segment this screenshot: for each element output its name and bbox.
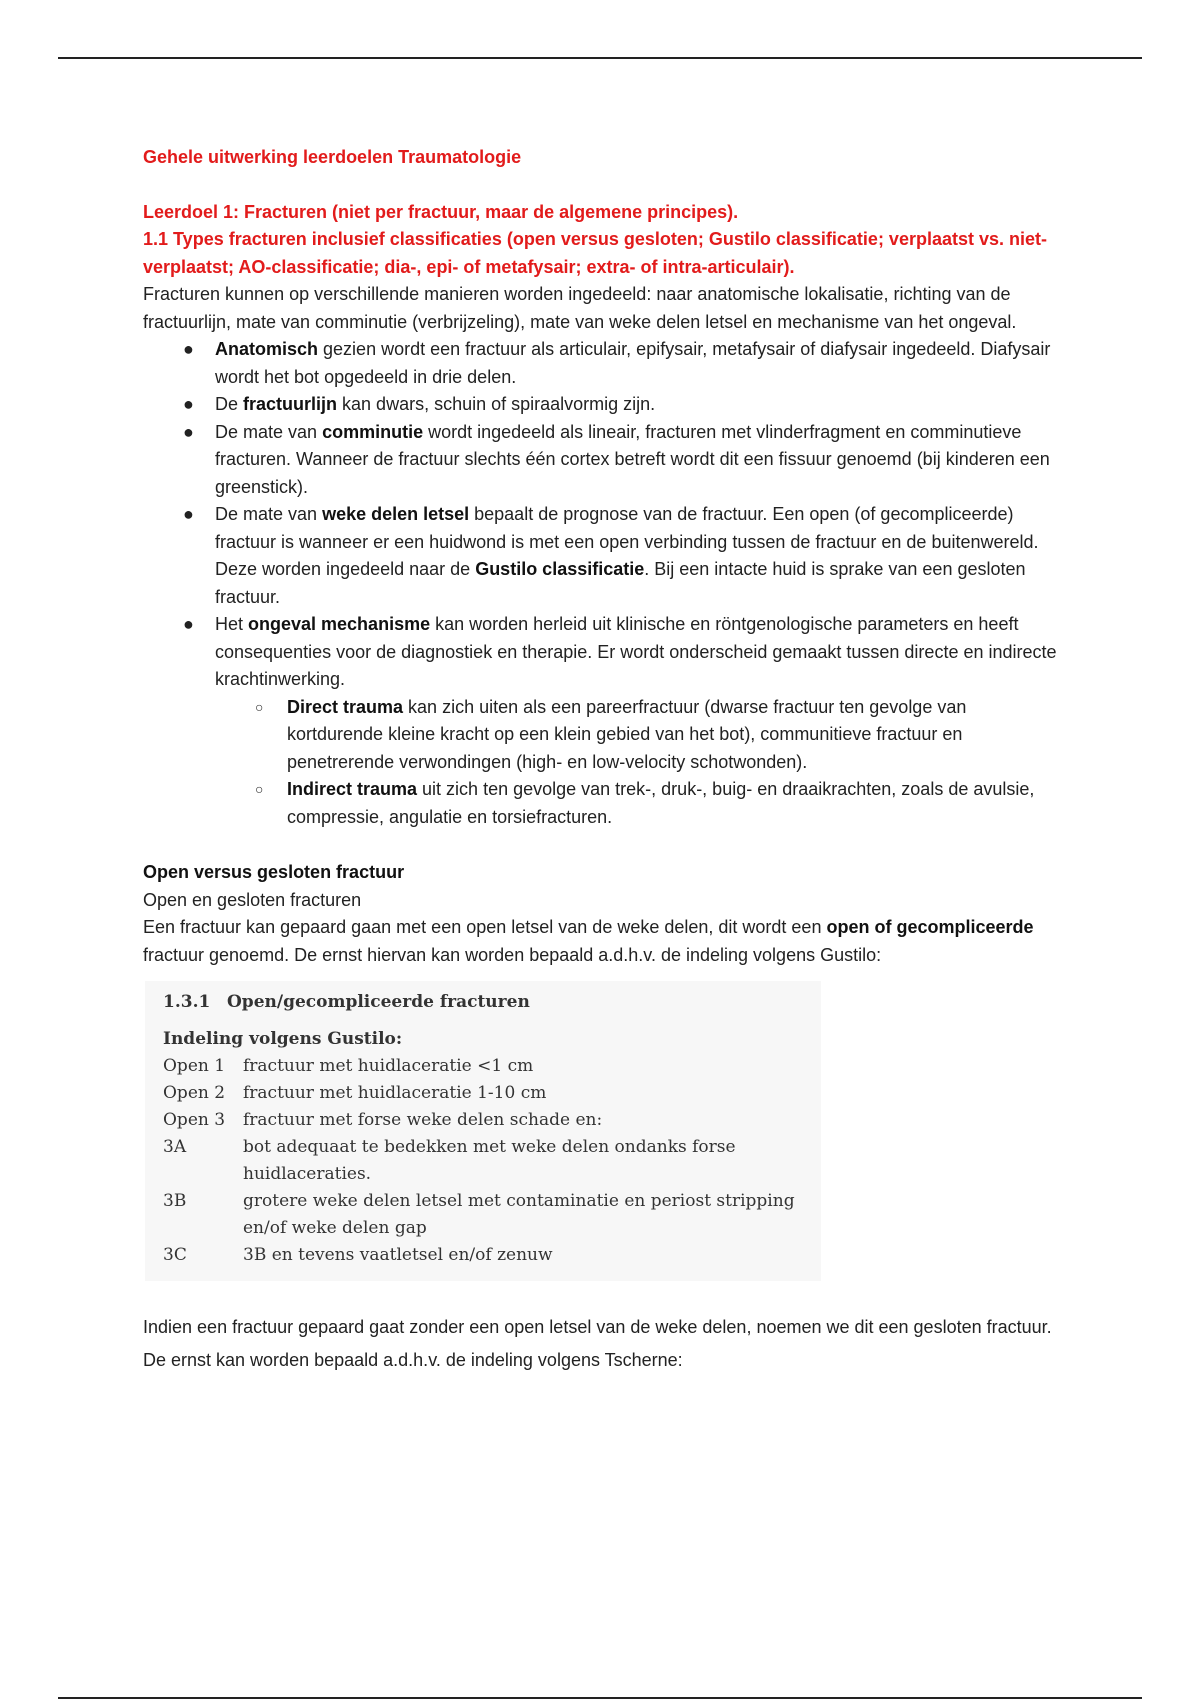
term-anatomisch: Anatomisch — [215, 339, 319, 359]
subsection-heading: 1.1 Types fracturen inclusief classificaties (open versus gesloten; Gustilo classificatie; verplaatst vs. niet-verplaatst; AO-classificatie; dia-, epi- of metafysair; extra- of intra-articulair). — [143, 229, 1047, 277]
gustilo-description: 3B en tevens vaatletsel en/of zenuw — [243, 1245, 553, 1265]
bullet-icon: ● — [183, 614, 194, 634]
circle-bullet-icon: ○ — [255, 781, 264, 797]
gustilo-title: Open/gecompliceerde fracturen — [227, 992, 530, 1012]
term-direct-trauma: Direct trauma — [287, 696, 404, 717]
document-title: Gehele uitwerking leerdoelen Traumatologie — [143, 147, 522, 167]
bullet-icon: ● — [183, 504, 194, 524]
list-item: ○ Indirect trauma uit zich ten gevolge van trek-, druk-, buig- en draaikrachten, zoals de avulsie, compressie, angulatie en torsiefracturen. — [215, 776, 1063, 831]
gustilo-subtitle: Indeling volgens Gustilo: — [163, 1029, 403, 1049]
open-gesloten-subheading: Open en gesloten fracturen — [143, 889, 362, 910]
gustilo-description: grotere weke delen letsel met contaminatie en periost stripping en/of weke delen gap — [243, 1191, 795, 1238]
gustilo-row — [163, 1107, 803, 1134]
gustilo-classification-image — [145, 981, 821, 1281]
intro-paragraph: Fracturen kunnen op verschillende manieren worden ingedeeld: naar anatomische lokalisatie, richting van de fractuurlijn, mate van comminutie (verbrijzeling), mate van weke delen letsel en mechanisme van het ongeval. — [143, 284, 1017, 332]
gustilo-grade: 3A — [163, 1137, 187, 1157]
trauma-sublist — [215, 694, 1063, 832]
list-item: ● De fractuurlijn kan dwars, schuin of spiraalvormig zijn. — [143, 391, 1063, 419]
gustilo-heading — [163, 989, 803, 1016]
term-indirect-trauma: Indirect trauma — [287, 779, 418, 799]
bullet-icon: ● — [183, 394, 194, 414]
leerdoel-heading: Leerdoel 1: Fracturen (niet per fractuur, maar de algemene principes). — [143, 201, 739, 222]
bottom-rule — [58, 1697, 1142, 1699]
term-comminutie: comminutie — [322, 421, 424, 442]
bullet-icon: ● — [183, 339, 194, 359]
term-gustilo-classificatie: Gustilo classificatie — [475, 559, 645, 579]
top-rule — [58, 57, 1142, 59]
gustilo-row — [163, 1242, 803, 1269]
circle-bullet-icon: ○ — [255, 698, 264, 715]
gesloten-fractuur-paragraph: Indien een fractuur gepaard gaat zonder een open letsel van de weke delen, noemen we dit een gesloten fractuur. De ernst kan worden bepaald a.d.h.v. de indeling volgens Tscherne: — [143, 1317, 1052, 1370]
list-item: ● De mate van weke delen letsel bepaalt de prognose van de fractuur. Een open (of gecompliceerde) fractuur is wanneer er een huidwond is met een open verbinding tussen de fractuur en de buitenwereld. Deze worden ingedeeld naar de Gustilo classificatie. Bij een intacte huid is sprake van een gesloten fractuur. — [143, 501, 1063, 611]
gustilo-row — [163, 1134, 803, 1188]
open-fractuur-paragraph: Een fractuur kan gepaard gaan met een open letsel van de weke delen, dit wordt een open of gecompliceerde fractuur genoemd. De ernst hiervan kan worden bepaald a.d.h.v. de indeling volgens Gustilo: — [143, 917, 1034, 965]
page-content — [143, 144, 1063, 1377]
list-item: ● De mate van comminutie wordt ingedeeld als lineair, fracturen met vlinderfragment en comminutieve fracturen. Wanneer de fractuur slechts één cortex betreft wordt dit een fissuur genoemd (bij kinderen een greenstick). — [143, 419, 1063, 502]
gustilo-row — [163, 1188, 803, 1242]
open-gesloten-heading: Open versus gesloten fractuur — [143, 862, 405, 882]
gustilo-section-number: 1.3.1 — [163, 992, 211, 1012]
gustilo-grade: Open 3 — [163, 1110, 226, 1130]
gustilo-description: bot adequaat te bedekken met weke delen ondanks forse huidlaceraties. — [243, 1137, 736, 1184]
gustilo-grade: Open 2 — [163, 1083, 226, 1103]
list-item: ● Anatomisch gezien wordt een fractuur als articulair, epifysair, metafysair of diafysair ingedeeld. Diafysair wordt het bot opgedeeld in drie delen. — [143, 336, 1063, 391]
classification-list — [143, 336, 1063, 831]
list-item: ○ Direct trauma kan zich uiten als een pareerfractuur (dwarse fractuur ten gevolge van kortdurende kleine kracht op een klein gebied van het bot), communitieve fractuur en penetrerende verwondingen (high- en low-velocity schotwonden). — [215, 694, 1063, 777]
bullet-icon: ● — [183, 421, 194, 442]
term-ongeval-mechanisme: ongeval mechanisme — [248, 614, 431, 634]
gustilo-grade: Open 1 — [163, 1056, 226, 1076]
list-item: ● Het ongeval mechanisme kan worden herleid uit klinische en röntgenologische parameters en heeft consequenties voor de diagnostiek en therapie. Er wordt onderscheid gemaakt tussen directe en indirecte krachtinwerking. ○ Direct trauma kan zich uiten als een pareerfractuur (dwarse fractuur ten gevolge van kortdurende kleine kracht op een klein gebied van het bot), communitieve fractuur en penetrerende verwondingen (high- en low-velocity schotwonden). ○ Indirect trauma uit zich ten gevolge van trek-, druk-, buig- en draaikrachten, zoals de avulsie, compressie, angulatie en torsiefracturen. — [143, 611, 1063, 831]
term-fractuurlijn: fractuurlijn — [243, 394, 338, 414]
term-weke-delen-letsel: weke delen letsel — [322, 504, 470, 524]
gustilo-grade: 3C — [163, 1245, 187, 1265]
term-open-gecompliceerde: open of gecompliceerde — [826, 917, 1034, 937]
gustilo-row — [163, 1053, 803, 1080]
gustilo-row — [163, 1080, 803, 1107]
gustilo-description: fractuur met huidlaceratie 1-10 cm — [243, 1083, 547, 1103]
gustilo-description: fractuur met huidlaceratie <1 cm — [243, 1056, 534, 1076]
gustilo-description: fractuur met forse weke delen schade en: — [243, 1110, 603, 1130]
gustilo-grade: 3B — [163, 1191, 187, 1211]
